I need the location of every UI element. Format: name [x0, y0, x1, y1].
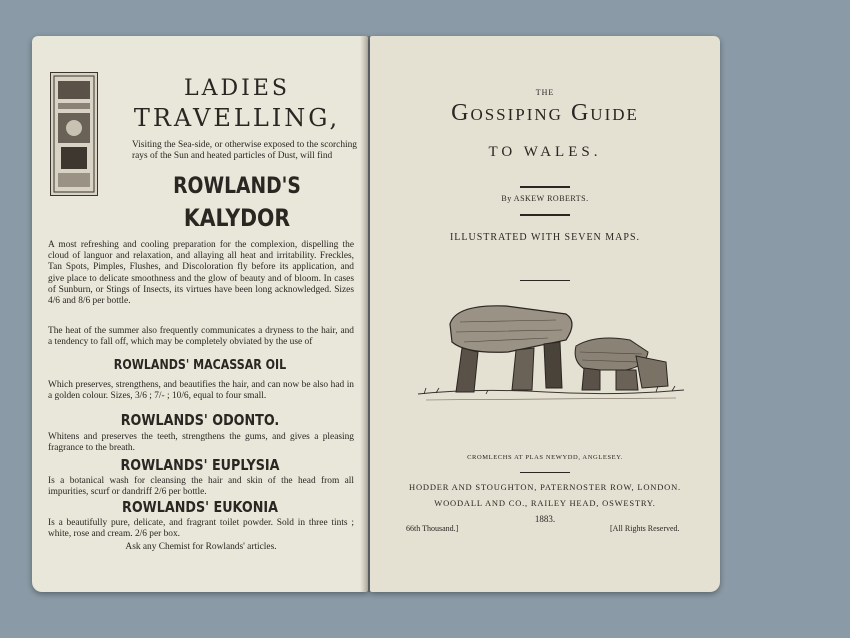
engraving-caption: CROMLECHS AT PLAS NEWYDD, ANGLESEY. — [467, 454, 623, 461]
summer-text: The heat of the summer also frequently communicates a dryness to the hair, and a tendency to fall off, which may be completely obviated by the use of — [48, 326, 354, 348]
illustrated-rule — [520, 280, 570, 281]
left-page-advertisement — [32, 36, 368, 592]
eukonia-heading: ROWLANDS' EUKONIA — [121, 498, 278, 516]
euplysia-text: Is a botanical wash for cleansing the hair and skin of the head from all impurities, scurf or dandriff 2/6 per bottle. — [48, 476, 354, 498]
brand-rowlands: ROWLAND'S — [173, 174, 301, 199]
odonto-text: Whitens and preserves the teeth, strengthens the gums, and gives a pleasing fragrance to the breath. — [48, 432, 354, 454]
ad-heading-ladies: LADIES — [184, 76, 290, 101]
ad-intro-text: Visiting the Sea-side, or otherwise exposed to the scorching rays of the Sun and heated particles of Dust, will find — [132, 140, 357, 162]
odonto-heading: ROWLANDS' ODONTO. — [120, 411, 280, 429]
bottle-label-ornament-icon — [51, 73, 97, 195]
macassar-text: Which preserves, strengthens, and beautifies the hair, and can now be also had in a golden colour. Sizes, 3/6 ; 7/- ; 10/6, equal to four small. — [48, 380, 354, 402]
rights-reserved: [All Rights Reserved. — [610, 524, 680, 533]
right-page-title — [370, 36, 720, 592]
cromlech-engraving — [416, 296, 686, 408]
book-subtitle: TO WALES. — [488, 144, 602, 160]
illustrated-line: ILLUSTRATED WITH SEVEN MAPS. — [449, 232, 641, 243]
macassar-heading: ROWLANDS' MACASSAR OIL — [113, 358, 287, 373]
ad-heading-travelling: TRAVELLING, — [133, 104, 341, 132]
edition-thousand: 66th Thousand.] — [406, 524, 459, 533]
publisher-line-1: HODDER AND STOUGHTON, PATERNOSTER ROW, LONDON. — [409, 482, 681, 492]
ask-chemist-text: Ask any Chemist for Rowlands' articles. — [125, 542, 277, 552]
cromlech-stones-icon — [416, 296, 686, 408]
author-rule — [520, 214, 570, 216]
kalydor-description: A most refreshing and cooling preparation for the complexion, dispelling the cloud of languor and relaxation, and allaying all heat and irritability. Freckles, Tan Spots, Pimples, Flushes, and Discoloration fly before its application, and give place to delicate smoothness and the glow of beauty and of bloom. In cases of Sunburn, or Stings of Insects, its virtues have been long acknowledged. Sizes 4/6 and 8/6 per bottle. — [48, 240, 354, 307]
title-rule — [520, 186, 570, 188]
publication-year: 1883. — [534, 514, 556, 524]
publisher-line-2: WOODALL AND CO., RAILEY HEAD, OSWESTRY. — [434, 498, 656, 508]
kalydor-bottle-label-illustration — [50, 72, 98, 196]
euplysia-heading: ROWLANDS' EUPLYSIA — [120, 456, 280, 474]
brand-kalydor: KALYDOR — [183, 204, 291, 232]
eukonia-text: Is a beautifully pure, delicate, and fragrant toilet powder. Sold in three tints ; white, rose and cream. 2/6 per box. — [48, 518, 354, 540]
title-the: THE — [535, 88, 555, 97]
open-book — [22, 36, 734, 596]
caption-rule — [520, 472, 570, 473]
book-title: Gossiping Guide — [451, 100, 639, 126]
author-line: By ASKEW ROBERTS. — [501, 194, 589, 203]
